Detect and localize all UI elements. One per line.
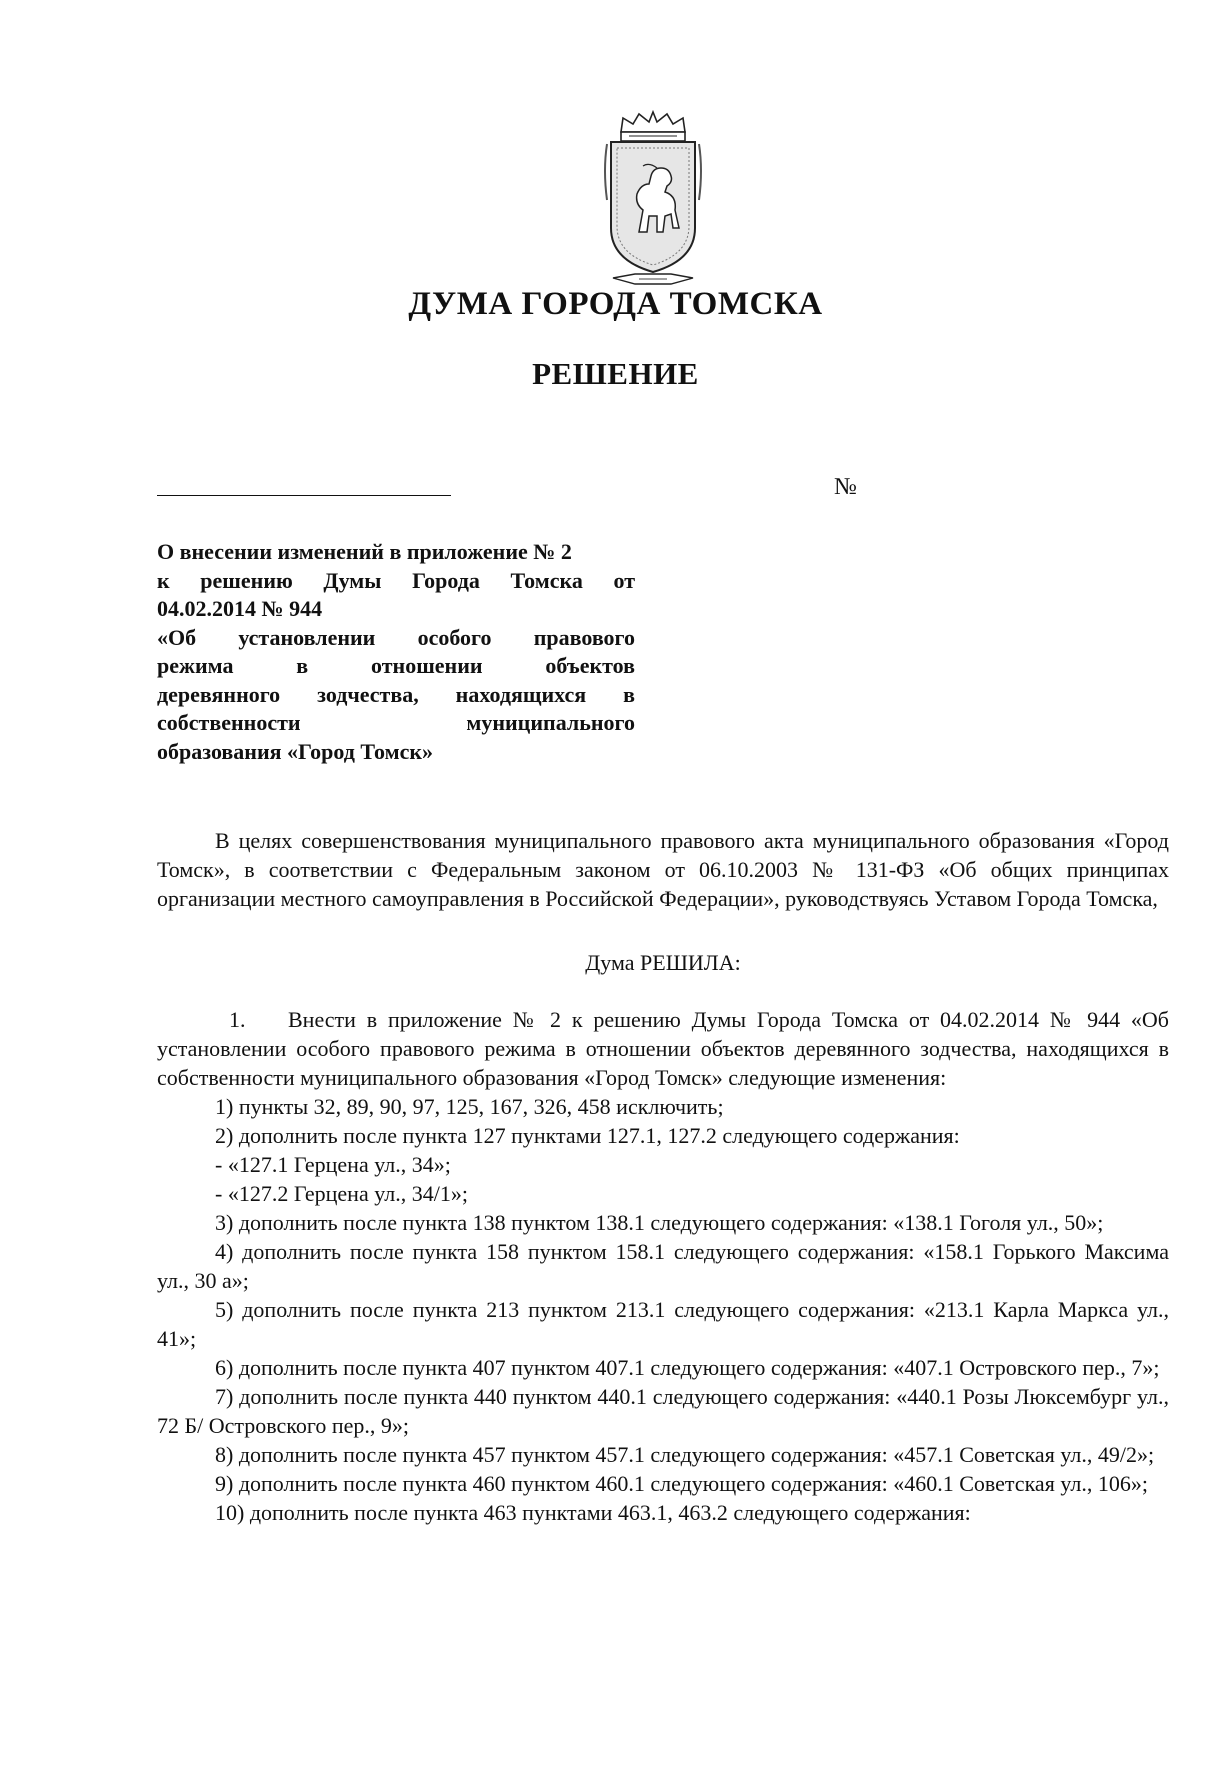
intro-paragraph: В целях совершенствования муниципального правового акта муниципального образования «Город Томск», в соответствии с Федеральным законом от 06.10.2003 № 131-ФЗ «Об общих принципах организации местного самоуправления в Российской Федерации», руководствуясь Уставом Города Томска, — [157, 828, 1169, 911]
org-title: ДУМА ГОРОДА ТОМСКА — [408, 286, 823, 322]
subitem: 1) пункты 32, 89, 90, 97, 125, 167, 326, 458 исключить; — [215, 1094, 724, 1119]
subject-line: деревянного зодчества, находящихся в — [157, 681, 635, 707]
resolve-heading: Дума РЕШИЛА: — [585, 950, 741, 975]
subitem: 9) дополнить после пункта 460 пунктом 460.1 следующего содержания: «460.1 Советская ул., 106»; — [215, 1471, 1148, 1496]
item-1-number: 1. — [229, 1007, 246, 1032]
coat-of-arms-emblem — [599, 110, 707, 290]
subitem: 10) дополнить после пункта 463 пунктами 463.1, 463.2 следующего содержания: — [215, 1500, 971, 1525]
item-1-text: Внести в приложение № 2 к решению Думы Города Томска от 04.02.2014 № 944 «Об установлении особого правового режима в отношении объектов деревянного зодчества, находящихся в собственности муниципального образования «Город Томск» следующие изменения: — [157, 1007, 1169, 1090]
subject-line: образования «Город Томск» — [157, 738, 434, 764]
subitem: 4) дополнить после пункта 158 пунктом 158.1 следующего содержания: «158.1 Горького Максима ул., 30 а»; — [157, 1239, 1169, 1293]
subject-line: «Об установлении особого правового — [157, 624, 635, 650]
subitem: - «127.1 Герцена ул., 34»; — [215, 1152, 451, 1177]
subitem: 8) дополнить после пункта 457 пунктом 457.1 следующего содержания: «457.1 Советская ул., 49/2»; — [215, 1442, 1155, 1467]
subitem: 7) дополнить после пункта 440 пунктом 440.1 следующего содержания: «440.1 Розы Люксембург ул., 72 Б/ Островского пер., 9»; — [157, 1384, 1169, 1438]
subitem: 3) дополнить после пункта 138 пунктом 138.1 следующего содержания: «138.1 Гоголя ул., 50»; — [215, 1210, 1104, 1235]
subject-heading — [157, 538, 635, 766]
subitem: 2) дополнить после пункта 127 пунктами 127.1, 127.2 следующего содержания: — [215, 1123, 960, 1148]
subitem: 6) дополнить после пункта 407 пунктом 407.1 следующего содержания: «407.1 Островского пер., 7»; — [215, 1355, 1160, 1380]
subject-line: О внесении изменений в приложение № 2 — [157, 539, 572, 564]
subitem: - «127.2 Герцена ул., 34/1»; — [215, 1181, 468, 1206]
item-1 — [157, 1005, 1169, 1092]
document-type: РЕШЕНИЕ — [532, 356, 699, 391]
number-sign: № — [834, 474, 857, 500]
subject-line: режима в отношении объектов — [157, 653, 635, 678]
date-blank-line — [157, 495, 451, 496]
subitem: 5) дополнить после пункта 213 пунктом 213.1 следующего содержания: «213.1 Карла Маркса ул., 41»; — [157, 1297, 1169, 1351]
subject-line: 04.02.2014 № 944 — [157, 596, 323, 621]
subject-line: к решению Думы Города Томска от — [157, 567, 635, 593]
document-body — [157, 826, 1169, 1527]
subject-line: собственности муниципального — [157, 710, 635, 735]
